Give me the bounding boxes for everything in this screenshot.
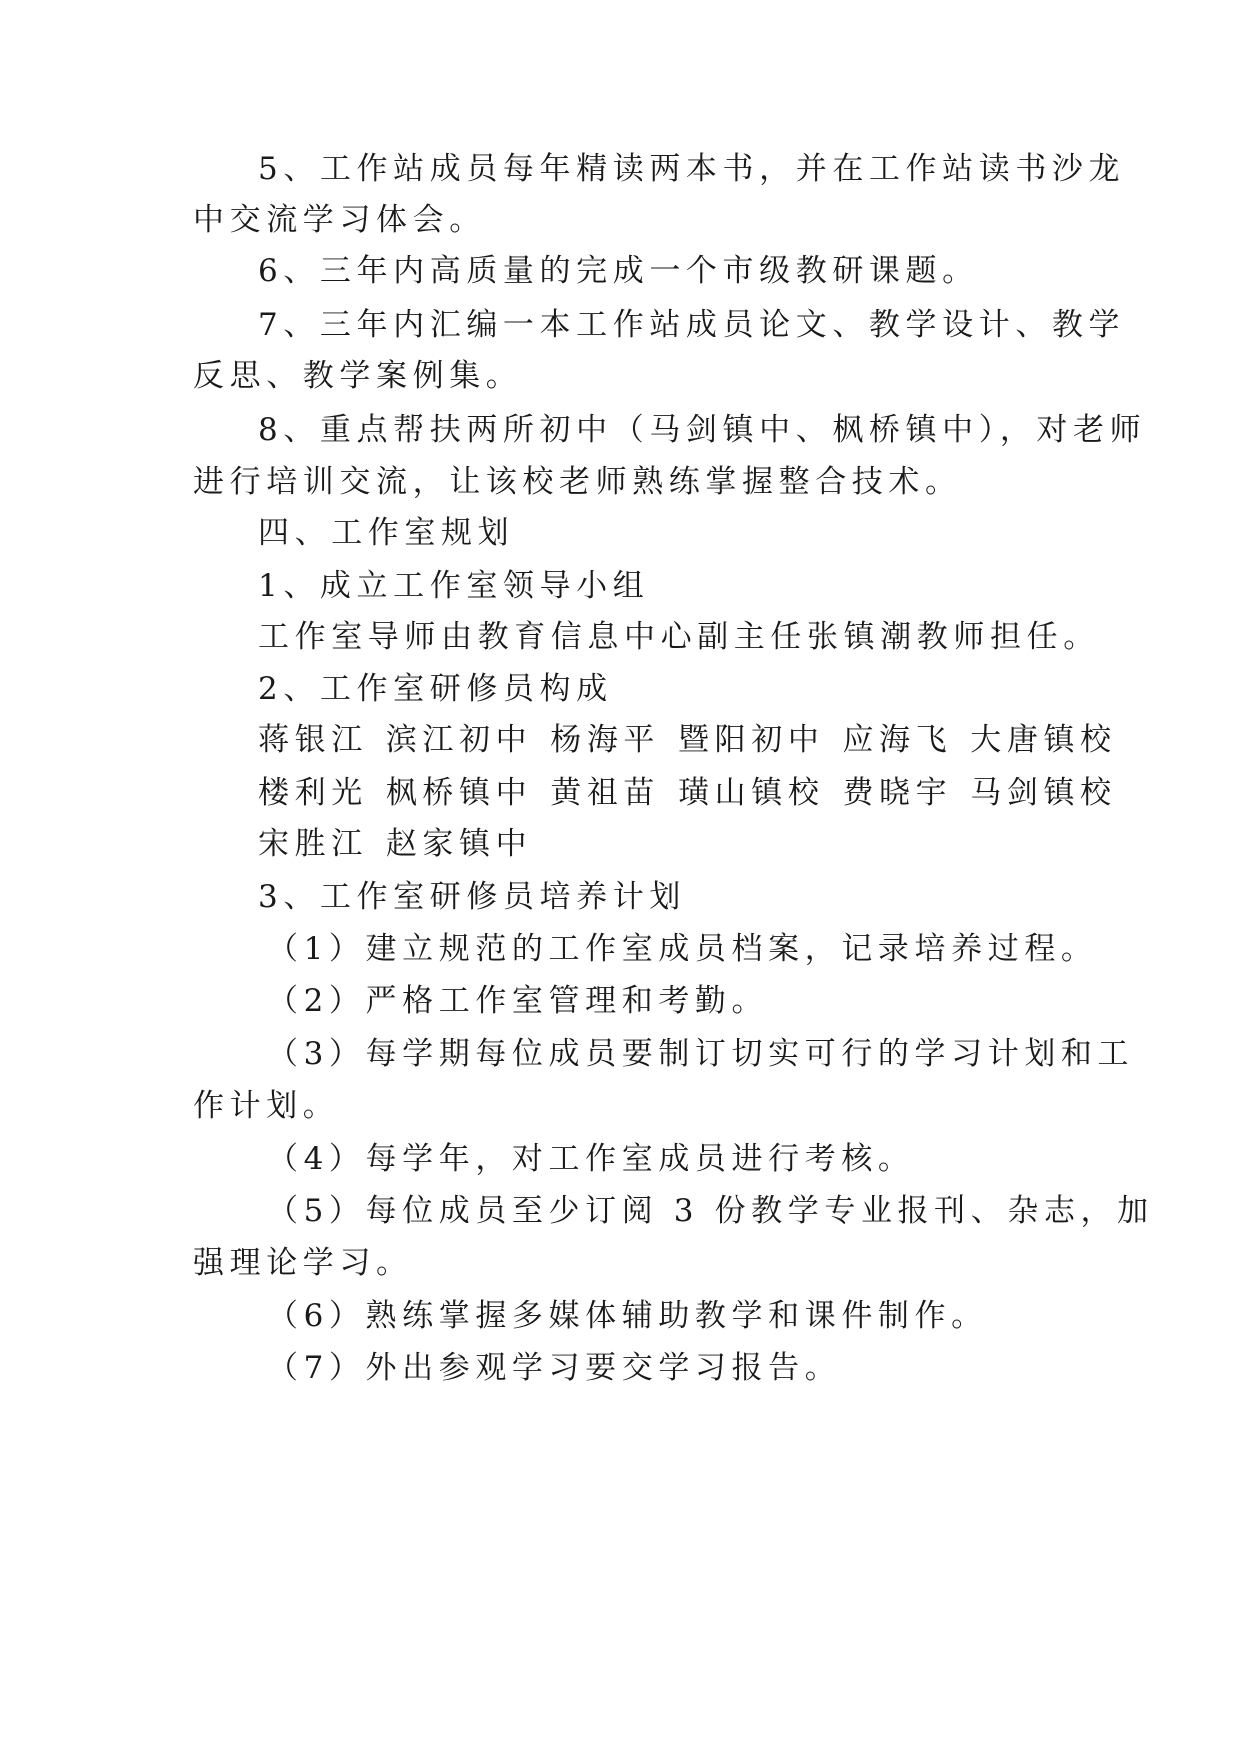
member-school: 赵家镇中 [385,826,533,862]
member-school: 枫桥镇中 [385,775,533,811]
list-item: （6）熟练掌握多媒体辅助教学和课件制作。 [267,1298,988,1334]
list-item-continuation: 作计划。 [193,1088,340,1124]
paragraph-line: 工作室导师由教育信息中心副主任张镇潮教师担任。 [258,619,1100,655]
member-name: 黄祖苗 [550,775,661,811]
subheading: 3、工作室研修员培养计划 [258,879,686,915]
list-item: （5）每位成员至少订阅 3 份教学专业报刊、杂志，加 [267,1193,1154,1229]
member-name: 宋胜江 [258,826,368,862]
list-item: （4）每学年，对工作室成员进行考核。 [267,1141,915,1177]
member-name: 应海飞 [842,722,953,758]
paragraph-line: 中交流学习体会。 [193,202,486,238]
member-school: 大唐镇校 [970,722,1117,758]
member-school: 暨阳初中 [678,722,825,758]
member-row [258,720,1117,760]
section-heading: 四、工作室规划 [258,515,515,551]
member-name: 蒋银江 [258,722,368,758]
member-row [258,824,532,864]
member-row [258,773,1117,813]
member-school: 马剑镇校 [970,775,1117,811]
list-item: （2）严格工作室管理和考勤。 [267,983,769,1019]
member-name: 楼利光 [258,775,368,811]
member-name: 杨海平 [550,722,661,758]
paragraph-line: 反思、教学案例集。 [193,358,523,394]
subheading: 2、工作室研修员构成 [258,671,613,707]
paragraph-line: 8、重点帮扶两所初中（马剑镇中、枫桥镇中），对老师 [258,412,1147,448]
list-item-continuation: 强理论学习。 [193,1245,413,1281]
member-school: 璜山镇校 [678,775,825,811]
list-item: （7）外出参观学习要交学习报告。 [267,1350,842,1386]
member-school: 滨江初中 [385,722,533,758]
paragraph-line: 进行培训交流，让该校老师熟练掌握整合技术。 [193,464,962,500]
member-name: 费晓宇 [842,775,953,811]
list-item: （3）每学期每位成员要制订切实可行的学习计划和工 [267,1036,1135,1072]
paragraph-line: 6、三年内高质量的完成一个市级教研课题。 [258,253,979,289]
paragraph-line: 7、三年内汇编一本工作站成员论文、教学设计、教学 [258,307,1126,343]
subheading: 1、成立工作室领导小组 [258,568,650,604]
list-item: （1）建立规范的工作室成员档案，记录培养过程。 [267,931,1098,967]
paragraph-line: 5、工作站成员每年精读两本书，并在工作站读书沙龙 [258,151,1126,187]
